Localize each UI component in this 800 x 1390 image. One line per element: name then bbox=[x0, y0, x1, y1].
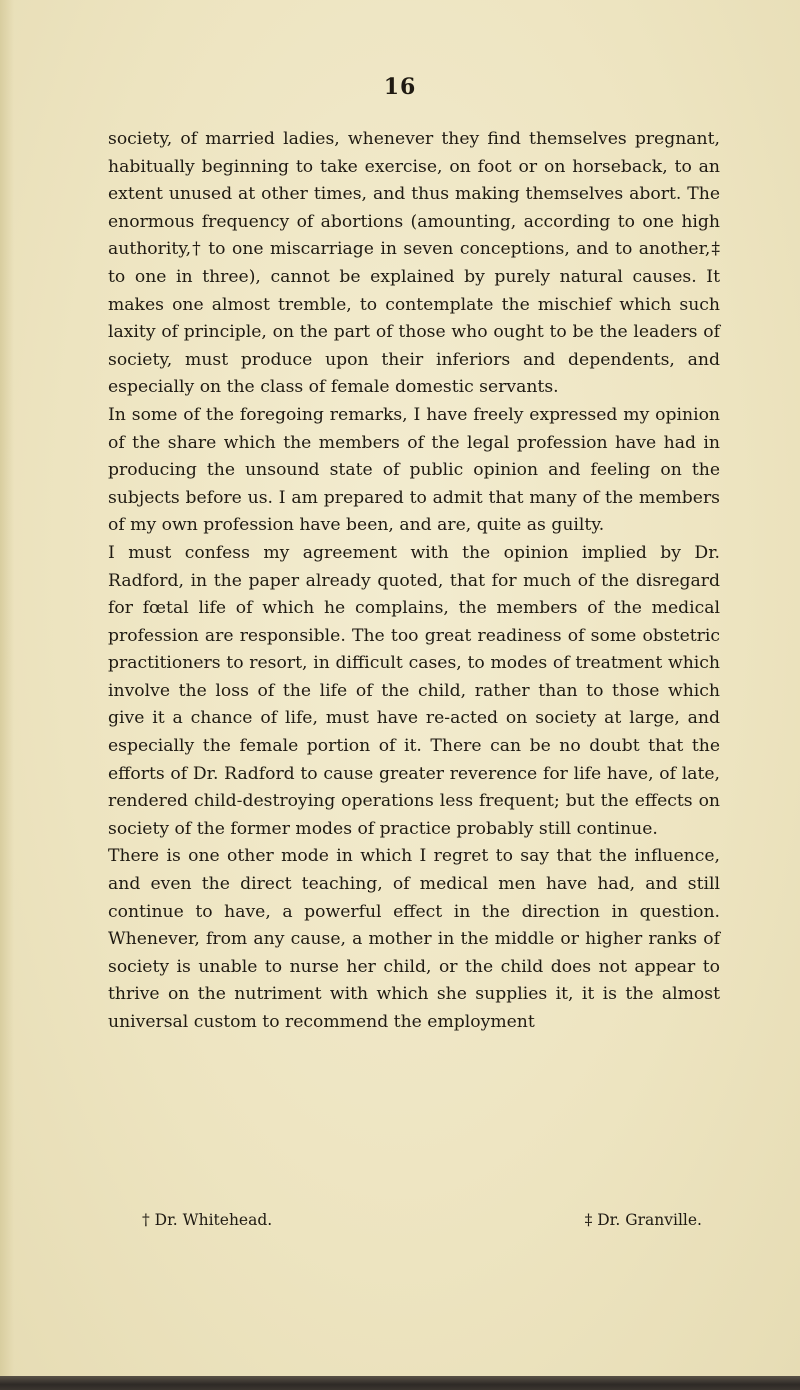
footnote-double-dagger: ‡ Dr. Granville. bbox=[584, 1211, 702, 1229]
page-number: 16 bbox=[383, 74, 417, 100]
body-text bbox=[108, 126, 720, 1037]
paragraph: In some of the foregoing remarks, I have freely expressed my opinion of the share which the members of the legal profession have had in producing the unsound state of public opinion and feeling on the subjects before us. I am prepared to admit that many of the members of my own profession have been, and are, quite as guilty. bbox=[108, 404, 720, 536]
scan-bottom-edge bbox=[0, 1376, 800, 1390]
page-edge-shadow bbox=[0, 0, 14, 1390]
footnotes bbox=[142, 1211, 702, 1229]
paragraph: society, of married ladies, whenever they find themselves pregnant, habitually beginning to take exercise, on foot or on horseback, to an extent unused at other times, and thus making themselves abort. The enormous frequency of abortions (amounting, according to one high authority,† to one miscarriage in seven conceptions, and to another,‡ to one in three), cannot be explained by purely natural causes. It makes one almost tremble, to contemplate the mischief which such laxity of principle, on the part of those who ought to be the leaders of society, must produce upon their inferiors and dependents, and especially on the class of female domestic servants. bbox=[108, 129, 720, 398]
footnote-dagger: † Dr. Whitehead. bbox=[142, 1211, 273, 1229]
paragraph: There is one other mode in which I regret to say that the influence, and even the direct teaching, of medical men have had, and still continue to have, a powerful effect in the direction in question. Whenever, from any cause, a mother in the middle or higher ranks of society is unable to nurse her child, or the child does not appear to thrive on the nutriment with which she supplies it, it is the almost universal custom to recommend the employment bbox=[108, 846, 720, 1032]
paragraph: I must confess my agreement with the opinion implied by Dr. Radford, in the paper already quoted, that for much of the disregard for fœtal life of which he complains, the members of the medical profession are responsible. The too great readiness of some obstetric practitioners to resort, in difficult cases, to modes of treatment which involve the loss of the life of the child, rather than to those which give it a chance of life, must have re-acted on society at large, and especially the female portion of it. There can be no doubt that the efforts of Dr. Radford to cause greater reverence for life have, of late, rendered child-destroying operations less frequent; but the effects on society of the former modes of practice probably still continue. bbox=[108, 542, 720, 839]
